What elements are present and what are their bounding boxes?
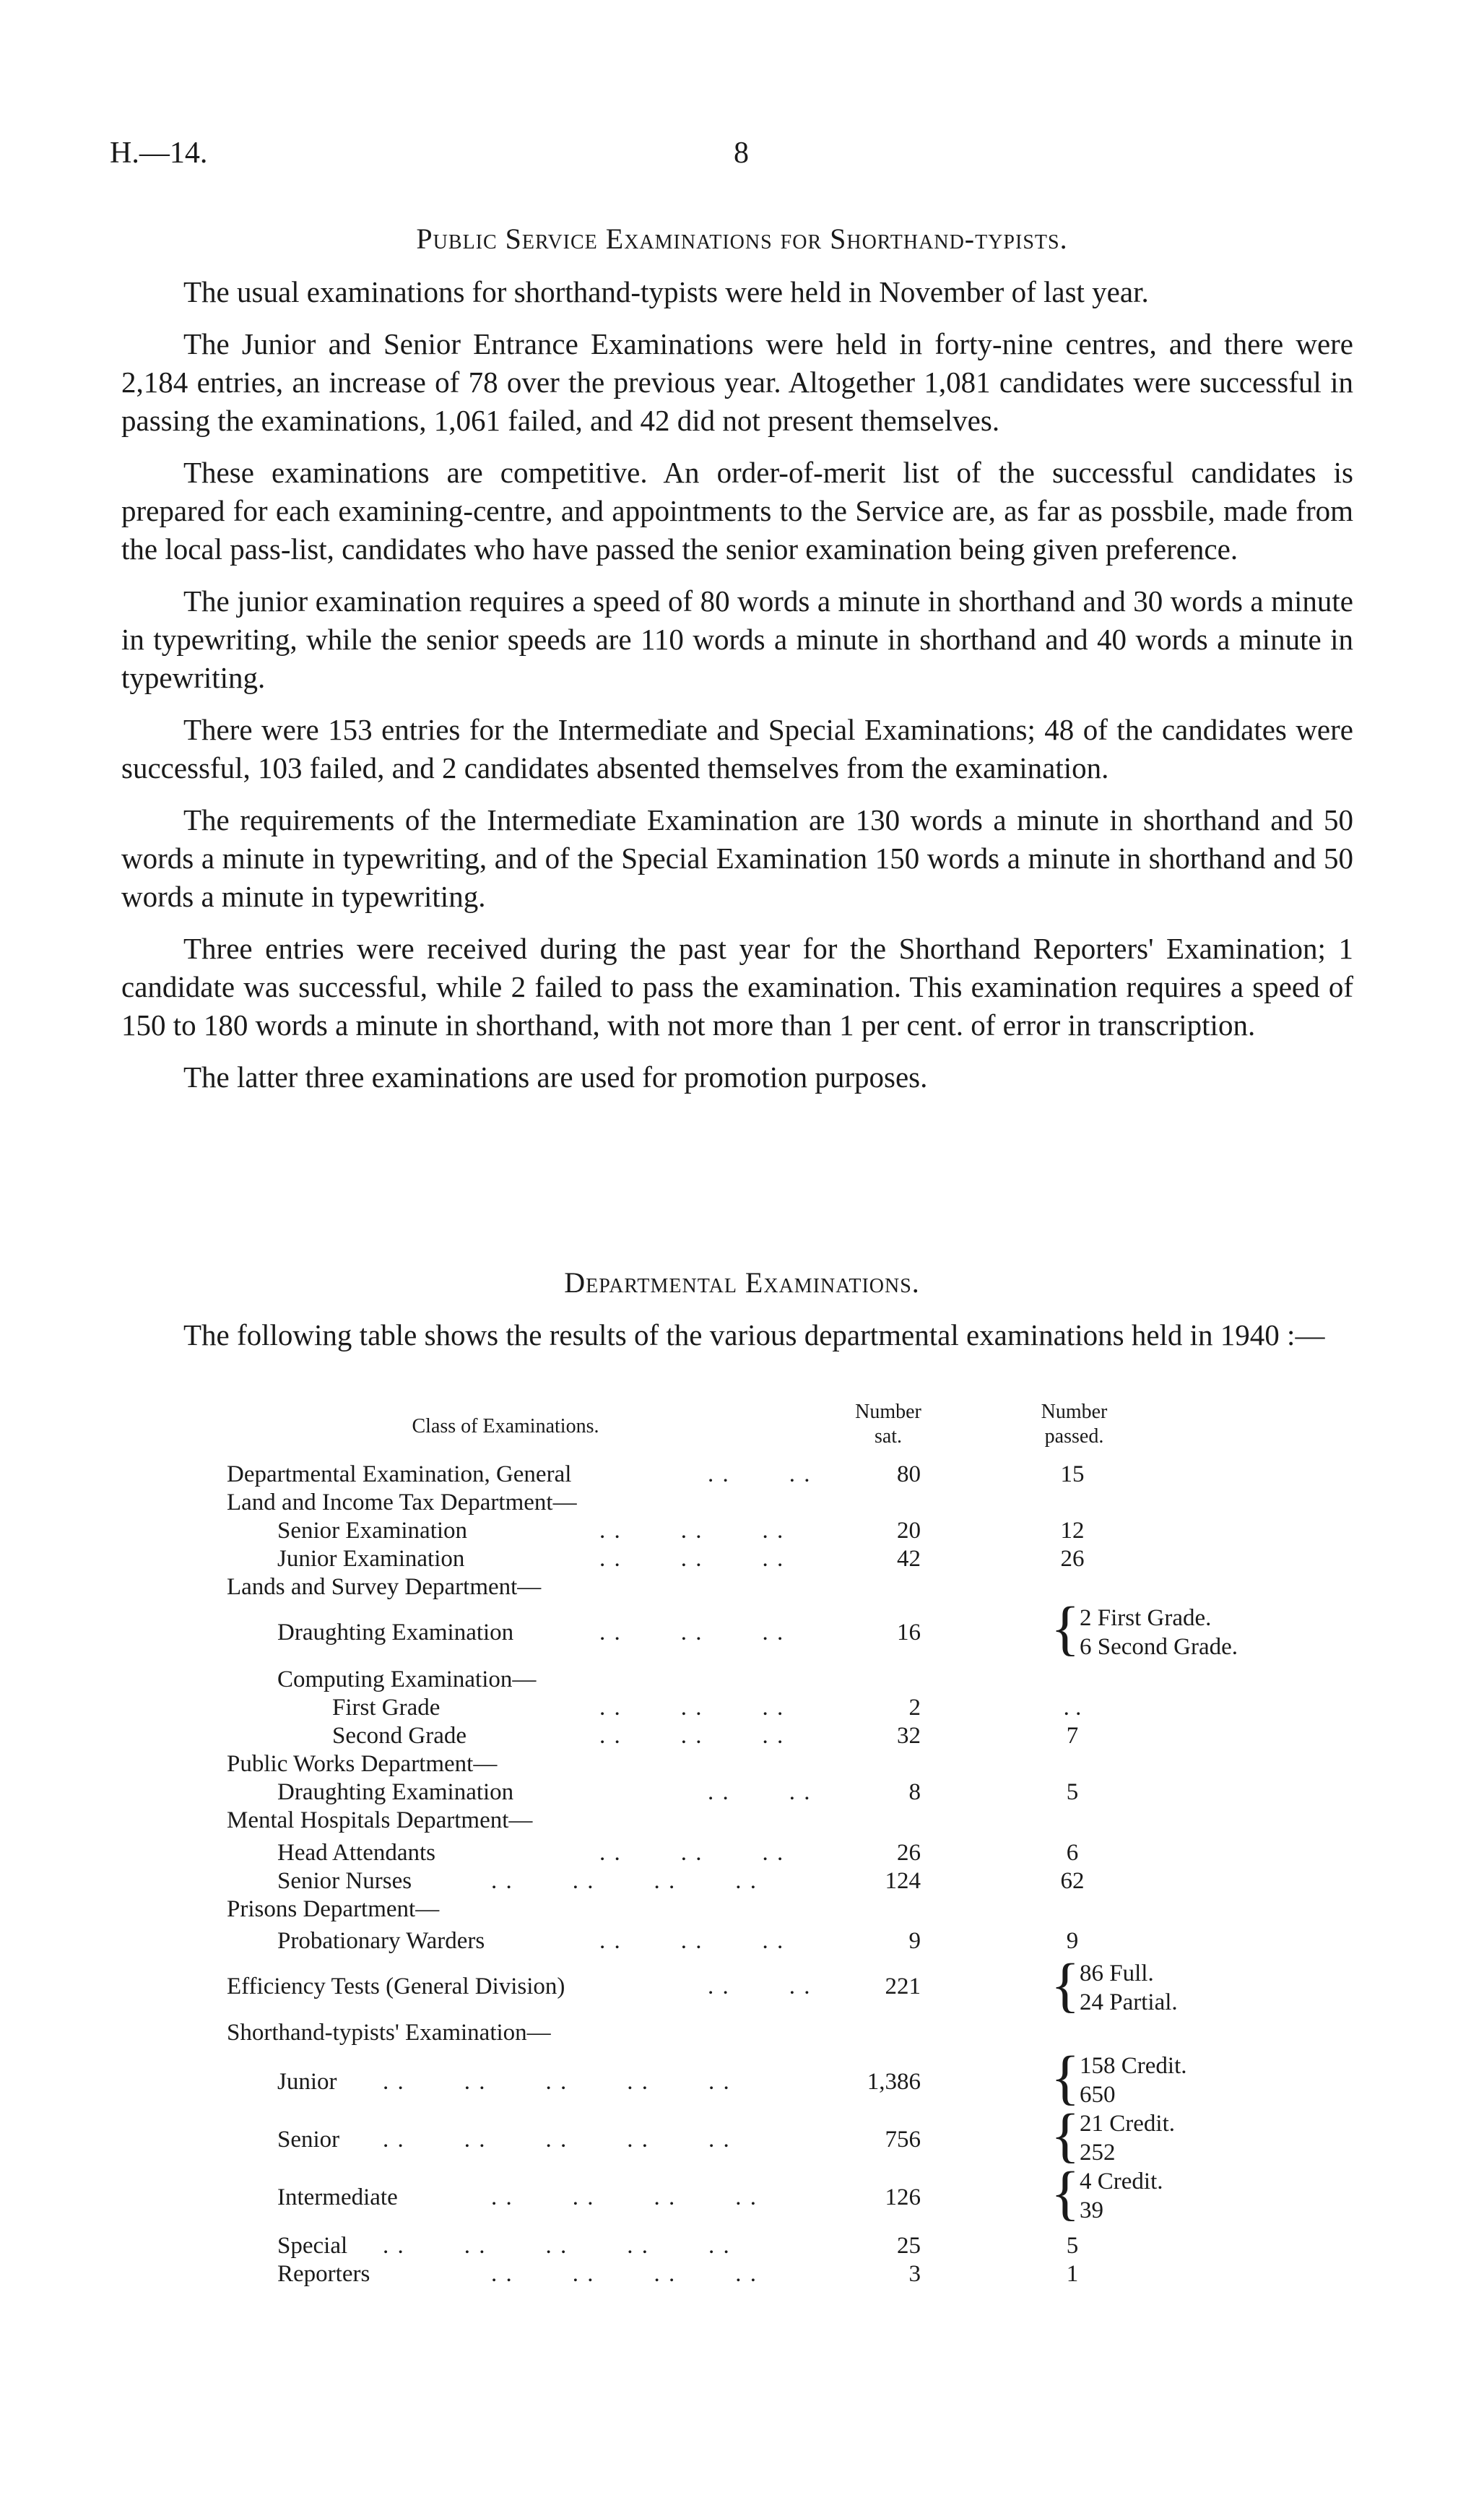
cell-sat: 26 — [897, 1840, 921, 1866]
section-title-shorthand: Public Service Examinations for Shorthand-typists. — [416, 222, 1068, 255]
brace: { — [1051, 1952, 1080, 2019]
table-row — [0, 1487, 1484, 1518]
cell-passed: 158 Credit. — [1080, 2053, 1187, 2079]
leader-dots: . . . . . . — [599, 1695, 785, 1721]
row-label: Senior Nurses — [277, 1868, 412, 1894]
row-label: Draughting Examination — [277, 1779, 514, 1805]
cell-sat: 3 — [908, 2261, 921, 2287]
cell-sat: 80 — [897, 1461, 921, 1487]
row-label: Senior Examination — [277, 1518, 468, 1544]
table-header-passed: Number passed. — [1041, 1401, 1108, 1448]
leader-dots: . . . . . . . . . . — [383, 2233, 731, 2259]
row-label: Public Works Department— — [227, 1751, 498, 1777]
table-row — [0, 1720, 1484, 1752]
cell-passed: 26 — [1060, 1546, 1085, 1572]
row-label: Probationary Warders — [277, 1928, 485, 1954]
paragraph: The Junior and Senior Entrance Examinations were held in forty-nine centres, and there were 2,184 entries, an increase of 78 over the previous year. Altogether 1,081 candidates were successful in passing the examinations, 1,061 failed, and 42 did not present themselves. — [121, 327, 1353, 437]
paragraph: These examinations are competitive. An order-of-merit list of the successful candidates is prepared for each examining-centre, and appointments to the Service are, as far as possbile, made from the local pass-list, candidates who have passed the senior examination being given preference. — [121, 456, 1353, 566]
leader-dots: . . . . . . . . . . — [383, 2069, 731, 2095]
leader-dots: . . . . — [708, 1461, 812, 1487]
table-row — [0, 1893, 1484, 1925]
cell-passed: . . — [1063, 1695, 1082, 1721]
table-row — [0, 1571, 1484, 1603]
paragraph: The requirements of the Intermediate Examination are 130 words a minute in shorthand and 50 words a minute in typewriting, and of the Special Examination 150 words a minute in shorthand and 50 words a minute in typewriting. — [121, 803, 1353, 913]
table-row — [0, 2258, 1484, 2290]
cell-sat: 9 — [908, 1928, 921, 1954]
table-row — [0, 1664, 1484, 1695]
section-intro-departmental — [121, 1316, 1353, 1368]
row-label: Computing Examination— — [277, 1666, 537, 1692]
table-row — [0, 1543, 1484, 1575]
cell-passed: 6 — [1066, 1840, 1079, 1866]
paragraph: Three entries were received during the past year for the Shorthand Reporters' Examination; 1 candidate was successful, while 2 failed to pass the examination. This examination requires a speed of 150 to 180 words a minute in shorthand, with not more than 1 per cent. of error in transcription. — [121, 932, 1353, 1042]
table-row — [0, 1971, 1484, 2002]
cell-passed: 252 — [1080, 2140, 1116, 2166]
row-label: First Grade — [332, 1695, 441, 1721]
table-row — [0, 1837, 1484, 1869]
table-row — [0, 2181, 1484, 2213]
cell-passed: 15 — [1060, 1461, 1085, 1487]
cell-sat: 2 — [908, 1695, 921, 1721]
table-row — [0, 2066, 1484, 2098]
cell-passed: 12 — [1060, 1518, 1085, 1544]
cell-passed: 62 — [1060, 1868, 1085, 1894]
cell-sat: 32 — [897, 1723, 921, 1749]
row-label: Junior — [277, 2069, 337, 2095]
cell-sat: 1,386 — [867, 2069, 921, 2095]
brace: { — [1051, 2160, 1080, 2227]
cell-sat: 124 — [885, 1868, 921, 1894]
cell-sat: 221 — [885, 1973, 921, 1999]
leader-dots: . . . . . . — [599, 1546, 785, 1572]
table-row — [0, 1692, 1484, 1724]
cell-passed: 2 First Grade. — [1080, 1605, 1212, 1631]
cell-passed: 1 — [1066, 2261, 1079, 2287]
paragraph: The usual examinations for shorthand-typists were held in November of last year. — [183, 275, 1149, 308]
table-row — [0, 1776, 1484, 1808]
table-row — [0, 2017, 1484, 2049]
leader-dots: . . . . . . . . — [491, 2261, 758, 2287]
paragraph: The latter three examinations are used for promotion purposes. — [183, 1060, 928, 1094]
cell-sat: 8 — [908, 1779, 921, 1805]
row-label: Junior Examination — [277, 1546, 465, 1572]
paragraph: The junior examination requires a speed of 80 words a minute in shorthand and 30 words a minute in typewriting, while the senior speeds are 110 words a minute in shorthand and 40 words a minute in typewriting. — [121, 584, 1353, 694]
row-label: Lands and Survey Department— — [227, 1574, 542, 1600]
row-label: Intermediate — [277, 2184, 398, 2210]
table-row — [0, 2124, 1484, 2155]
cell-sat: 16 — [897, 1620, 921, 1646]
cell-passed: 7 — [1066, 1723, 1079, 1749]
table-row — [0, 1865, 1484, 1897]
table-row — [0, 1804, 1484, 1836]
leader-dots: . . . . . . — [599, 1723, 785, 1749]
cell-passed: 24 Partial. — [1080, 1989, 1178, 2015]
cell-sat: 42 — [897, 1546, 921, 1572]
paragraph: There were 153 entries for the Intermediate and Special Examinations; 48 of the candidates were successful, 103 failed, and 2 candidates absented themselves from the examination. — [121, 713, 1353, 784]
leader-dots: . . . . . . . . — [491, 1868, 758, 1894]
row-label: Special — [277, 2233, 348, 2259]
cell-passed: 86 Full. — [1080, 1960, 1154, 1986]
cell-passed: 21 Credit. — [1080, 2111, 1175, 2137]
cell-passed: 5 — [1066, 1779, 1079, 1805]
leader-dots: . . . . — [708, 1779, 812, 1805]
brace: { — [1051, 2044, 1080, 2111]
row-label: Shorthand-typists' Examination— — [227, 2020, 551, 2046]
row-label: Second Grade — [332, 1723, 467, 1749]
leader-dots: . . . . . . — [599, 1928, 785, 1954]
cell-passed: 9 — [1066, 1928, 1079, 1954]
cell-passed: 39 — [1080, 2197, 1103, 2223]
leader-dots: . . . . . . . . . . — [383, 2127, 731, 2153]
table-header-sat: Number sat. — [855, 1401, 921, 1448]
leader-dots: . . . . . . — [599, 1840, 785, 1866]
document-reference: H.—14. — [110, 137, 208, 170]
paragraph: The following table shows the results of the various departmental examinations held in 1940 :— — [183, 1318, 1325, 1352]
page-number: 8 — [734, 137, 749, 170]
table-row — [0, 1515, 1484, 1547]
cell-sat: 756 — [885, 2127, 921, 2153]
row-label: Efficiency Tests (General Division) — [227, 1973, 565, 1999]
cell-passed: 6 Second Grade. — [1080, 1634, 1238, 1660]
table-row — [0, 1925, 1484, 1957]
table-row — [0, 2230, 1484, 2262]
row-label: Prisons Department— — [227, 1896, 440, 1922]
row-label: Reporters — [277, 2261, 370, 2287]
row-label: Land and Income Tax Department— — [227, 1489, 577, 1515]
section-body-shorthand — [121, 273, 1353, 1110]
leader-dots: . . . . — [708, 1973, 812, 1999]
table-header-class: Class of Examinations. — [412, 1415, 599, 1437]
cell-sat: 126 — [885, 2184, 921, 2210]
cell-passed: 650 — [1080, 2082, 1116, 2108]
section-title-departmental: Departmental Examinations. — [564, 1266, 920, 1299]
row-label: Draughting Examination — [277, 1620, 514, 1646]
table-row — [0, 1617, 1484, 1648]
row-label: Senior — [277, 2127, 340, 2153]
leader-dots: . . . . . . — [599, 1518, 785, 1544]
table-row — [0, 1458, 1484, 1490]
cell-sat: 20 — [897, 1518, 921, 1544]
row-label: Mental Hospitals Department— — [227, 1807, 533, 1833]
leader-dots: . . . . . . — [599, 1620, 785, 1646]
brace: { — [1051, 2102, 1080, 2169]
brace: { — [1051, 1595, 1080, 1662]
cell-passed: 4 Credit. — [1080, 2168, 1163, 2194]
leader-dots: . . . . . . . . — [491, 2184, 758, 2210]
table-row — [0, 1748, 1484, 1780]
cell-passed: 5 — [1066, 2233, 1079, 2259]
row-label: Departmental Examination, General — [227, 1461, 572, 1487]
row-label: Head Attendants — [277, 1840, 436, 1866]
cell-sat: 25 — [897, 2233, 921, 2259]
